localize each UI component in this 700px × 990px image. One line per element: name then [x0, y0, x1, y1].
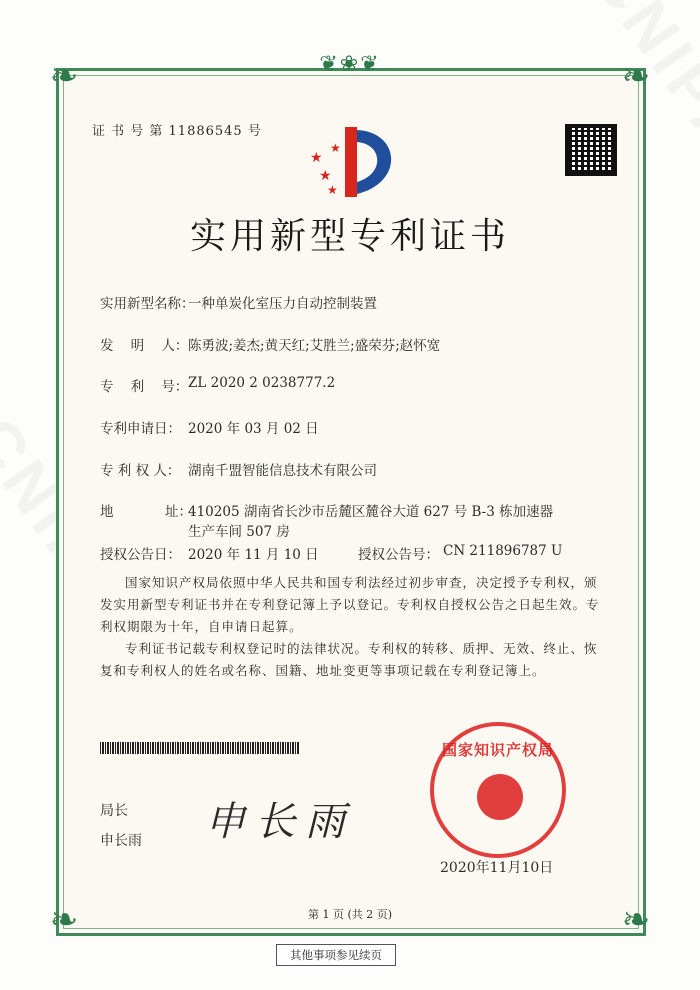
qr-code	[565, 124, 617, 176]
continuation-note: 其他事项参见续页	[276, 944, 396, 966]
seal-text: 国家知识产权局	[441, 741, 554, 759]
field-grant-date: 授权公告日： 2020 年 11 月 10 日	[100, 547, 319, 563]
barcode	[100, 742, 300, 754]
corner-ornament: ❧	[49, 900, 79, 940]
field-inventors: 发 明 人： 陈勇波;姜杰;黄天红;艾胜兰;盛荣芬;赵怀宽	[100, 338, 441, 354]
corner-ornament: ❧	[49, 56, 79, 96]
director-title: 局长	[100, 803, 128, 819]
page-info: 第 1 页 (共 2 页)	[307, 908, 393, 921]
svg-text:★: ★	[327, 183, 338, 197]
cnipa-logo	[305, 122, 405, 202]
svg-text:★: ★	[319, 168, 332, 184]
official-seal	[430, 722, 566, 858]
field-grant-number: 授权公告号： CN 211896787 U	[358, 543, 563, 563]
director-signature: 申长雨	[205, 799, 355, 845]
national-emblem-icon	[477, 774, 523, 820]
svg-text:★: ★	[310, 150, 323, 166]
field-patent-number: 专 利 号： ZL 2020 2 0238777.2	[100, 375, 336, 395]
corner-ornament: ❧	[621, 56, 651, 96]
certificate-title: 实用新型专利证书	[189, 216, 510, 257]
corner-ornament: ❧	[621, 900, 651, 940]
svg-text:★: ★	[330, 141, 341, 155]
field-address: 地 址： 410205 湖南省长沙市岳麓区麓谷大道 627 号 B-3 栋加速器 生产车间 507 房	[100, 504, 554, 540]
statement-paragraph: 专利证书记载专利权登记时的法律状况。专利权的转移、质押、无效、终止、恢复和专利权人的姓名或名称、国籍、地址变更等事项记载在专利登记簿上。	[100, 641, 598, 678]
field-patentee: 专 利 权 人： 湖南千盟智能信息技术有限公司	[100, 463, 377, 479]
statement-paragraph: 国家知识产权局依照中华人民共和国专利法经过初步审查，决定授予专利权，颁发实用新型专利证书并在专利登记簿上予以登记。专利权自授权公告之日起生效。专利权期限为十年，自申请日起算。	[100, 575, 600, 634]
director-name: 申长雨	[100, 833, 142, 849]
field-name: 实用新型名称： 一种单炭化室压力自动控制装置	[100, 296, 377, 312]
field-application-date: 专利申请日： 2020 年 03 月 02 日	[100, 421, 319, 437]
certificate-number: 证 书 号 第 11886545 号	[92, 124, 262, 139]
top-ornament: ❦❀❦	[319, 52, 381, 77]
seal-date: 2020年11月10日	[440, 860, 554, 876]
